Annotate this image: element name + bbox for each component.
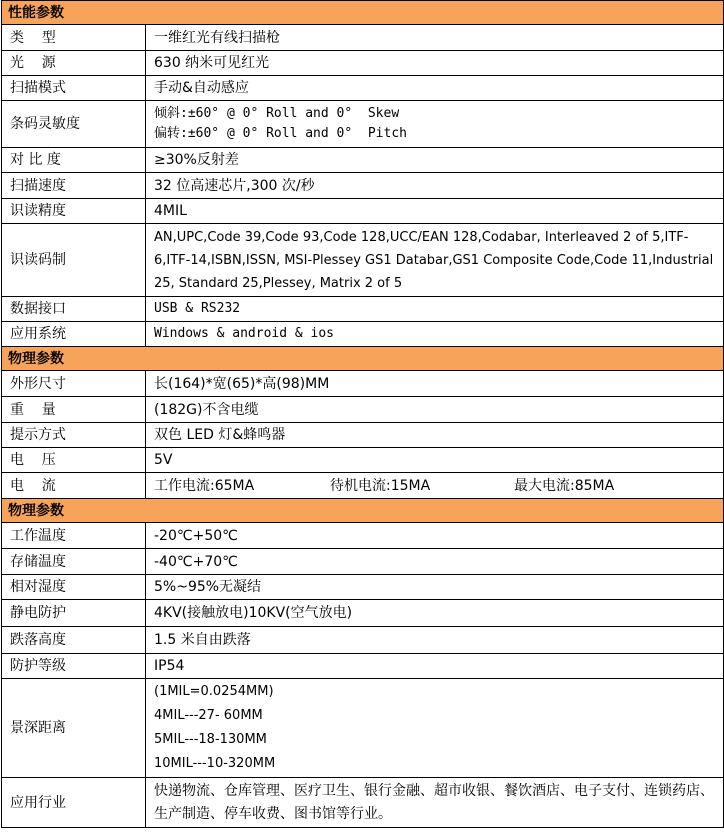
row-value: 手动&自动感应 bbox=[146, 76, 724, 101]
spec-row bbox=[2, 549, 724, 575]
standby-current: 待机电流:15MA bbox=[330, 477, 431, 494]
working-current: 工作电流:65MA bbox=[154, 477, 255, 494]
row-label: 对 比 度 bbox=[2, 148, 146, 173]
row-value: (182G)不含电缆 bbox=[146, 397, 724, 423]
row-value: -40℃+70℃ bbox=[146, 549, 724, 575]
spec-row bbox=[2, 654, 724, 679]
spec-row bbox=[2, 423, 724, 448]
spec-row bbox=[2, 397, 724, 423]
row-value: 长(164)*宽(65)*高(98)MM bbox=[146, 371, 724, 397]
row-value: 5%~95%无凝结 bbox=[146, 575, 724, 600]
row-value: 4KV(接触放电)10KV(空气放电) bbox=[146, 600, 724, 627]
row-label: 识读码制 bbox=[2, 224, 146, 297]
row-value bbox=[146, 679, 724, 778]
spec-row bbox=[2, 448, 724, 473]
row-value: Windows & android & ios bbox=[146, 322, 724, 347]
row-label: 应用行业 bbox=[2, 778, 146, 828]
row-value: 双色 LED 灯&蜂鸣器 bbox=[146, 423, 724, 448]
row-label: 相对湿度 bbox=[2, 575, 146, 600]
value-line: 5MIL---18-130MM bbox=[154, 732, 267, 747]
row-value: 630 纳米可见红光 bbox=[146, 51, 724, 76]
row-label: 扫描速度 bbox=[2, 173, 146, 199]
row-value: 1.5 米自由跌落 bbox=[146, 627, 724, 654]
row-value: 一维红光有线扫描枪 bbox=[146, 25, 724, 51]
value-line: 倾斜:±60° @ 0° Roll and 0° Skew bbox=[154, 106, 400, 121]
row-label: 扫描模式 bbox=[2, 76, 146, 101]
spec-row bbox=[2, 600, 724, 627]
row-value: 5V bbox=[146, 448, 724, 473]
section-header-performance bbox=[2, 1, 724, 25]
row-value: -20℃+50℃ bbox=[146, 523, 724, 549]
spec-row bbox=[2, 25, 724, 51]
spec-row bbox=[2, 371, 724, 397]
spec-row bbox=[2, 523, 724, 549]
spec-row bbox=[2, 148, 724, 173]
row-label: 存储温度 bbox=[2, 549, 146, 575]
row-label: 跌落高度 bbox=[2, 627, 146, 654]
section-title: 性能参数 bbox=[2, 1, 724, 25]
row-label: 外形尺寸 bbox=[2, 371, 146, 397]
spec-row bbox=[2, 224, 724, 297]
row-label: 防护等级 bbox=[2, 654, 146, 679]
spec-row bbox=[2, 101, 724, 148]
row-label: 景深距离 bbox=[2, 679, 146, 778]
row-label: 提示方式 bbox=[2, 423, 146, 448]
section-title: 物理参数 bbox=[2, 499, 724, 523]
row-value: 32 位高速芯片,300 次/秒 bbox=[146, 173, 724, 199]
max-current: 最大电流:85MA bbox=[514, 477, 615, 494]
value-line: 偏转:±60° @ 0° Roll and 0° Pitch bbox=[154, 126, 407, 141]
row-label: 应用系统 bbox=[2, 322, 146, 347]
row-value: AN,UPC,Code 39,Code 93,Code 128,UCC/EAN 128,Codabar, Interleaved 2 of 5,ITF-6,ITF-14,ISBN,ISSN, MSI-Plessey GS1 Databar,GS1 Composite Code,Code 11,Industrial 25, Standard 25,Plessey, Matrix 2 of 5 bbox=[146, 224, 724, 297]
section-header-physical-2 bbox=[2, 499, 724, 523]
row-value: USB & RS232 bbox=[146, 297, 724, 322]
spec-row bbox=[2, 199, 724, 224]
spec-row bbox=[2, 575, 724, 600]
row-label: 重 量 bbox=[2, 397, 146, 423]
spec-row bbox=[2, 778, 724, 828]
value-line: 4MIL---27- 60MM bbox=[154, 708, 263, 723]
row-label: 静电防护 bbox=[2, 600, 146, 627]
spec-row bbox=[2, 173, 724, 199]
row-value: 快递物流、仓库管理、医疗卫生、银行金融、超市收银、餐饮酒店、电子支付、连锁药店、生产制造、停车收费、图书馆等行业。 bbox=[146, 778, 724, 828]
spec-row bbox=[2, 473, 724, 499]
spec-row bbox=[2, 627, 724, 654]
row-label: 工作温度 bbox=[2, 523, 146, 549]
section-header-physical bbox=[2, 347, 724, 371]
value-line: 10MIL---10-320MM bbox=[154, 756, 276, 771]
value-line: (1MIL=0.0254MM) bbox=[154, 684, 274, 699]
row-value: IP54 bbox=[146, 654, 724, 679]
row-value bbox=[146, 473, 724, 499]
row-label: 类 型 bbox=[2, 25, 146, 51]
row-label: 电 压 bbox=[2, 448, 146, 473]
spec-table bbox=[1, 0, 724, 828]
row-value: ≥30%反射差 bbox=[146, 148, 724, 173]
spec-row bbox=[2, 322, 724, 347]
row-label: 光 源 bbox=[2, 51, 146, 76]
row-label: 电 流 bbox=[2, 473, 146, 499]
section-title: 物理参数 bbox=[2, 347, 724, 371]
row-label: 条码灵敏度 bbox=[2, 101, 146, 148]
row-value bbox=[146, 101, 724, 148]
row-label: 识读精度 bbox=[2, 199, 146, 224]
spec-row bbox=[2, 679, 724, 778]
row-value: 4MIL bbox=[146, 199, 724, 224]
row-label: 数据接口 bbox=[2, 297, 146, 322]
spec-row bbox=[2, 51, 724, 76]
spec-row bbox=[2, 297, 724, 322]
spec-row bbox=[2, 76, 724, 101]
